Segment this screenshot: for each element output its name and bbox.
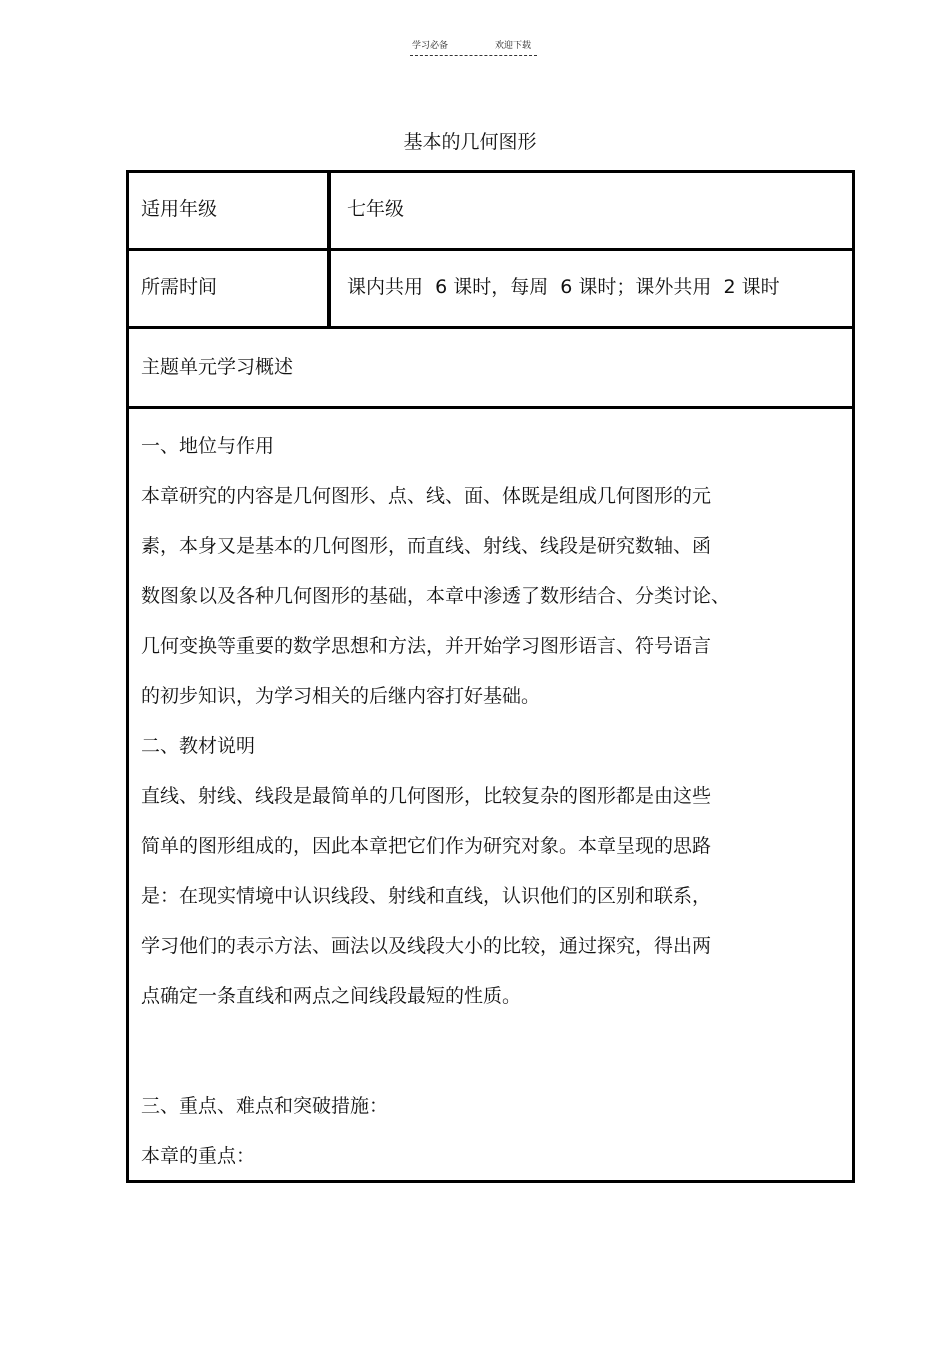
paragraph-line: 简单的图形组成的，因此本章把它们作为研究对象。本章呈现的思路 [141,835,712,857]
paragraph-line: 是：在现实情境中认识线段、射线和直线，认识他们的区别和联系， [141,885,712,907]
time-value: 课内共用 6 课时，每周 6 课时；课外共用 2 课时 [347,276,780,298]
grade-value: 七年级 [347,198,405,220]
time-label: 所需时间 [141,276,218,298]
table-column-divider [327,170,331,328]
paragraph-line: 数图象以及各种几何图形的基础，本章中渗透了数形结合、分类讨论、 [141,585,731,607]
paragraph-line: 本章的重点： [141,1145,256,1167]
paragraph-line: 的初步知识，为学习相关的后继内容打好基础。 [141,685,541,707]
section-heading: 三、重点、难点和突破措施： [141,1095,389,1117]
paragraph-line: 学习他们的表示方法、画法以及线段大小的比较，通过探究，得出两 [141,935,712,957]
table-row-divider [126,326,855,329]
blank-line [141,1033,841,1093]
paragraph-line: 几何变换等重要的数学思想和方法，并开始学习图形语言、符号语言 [141,635,712,657]
document-title: 基本的几何图形 [403,131,537,153]
table-border-right [852,170,855,1183]
section-heading: 二、教材说明 [141,735,256,757]
grade-label: 适用年级 [141,198,218,220]
overview-label: 主题单元学习概述 [141,356,294,378]
paragraph-line: 本章研究的内容是几何图形、点、线、面、体既是组成几何图形的元 [141,485,712,507]
table-border-top [126,170,855,173]
table-row-divider [126,406,855,409]
header-right-text: 欢迎下载 [495,41,532,51]
header-left-text: 学习必备 [412,41,449,51]
section-heading: 一、地位与作用 [141,435,275,457]
paragraph-line: 点确定一条直线和两点之间线段最短的性质。 [141,985,522,1007]
table-row-divider [126,248,855,251]
overview-content [141,433,841,1193]
table-border-left [126,170,129,1183]
paragraph-line: 直线、射线、线段是最简单的几何图形，比较复杂的图形都是由这些 [141,785,712,807]
paragraph-line: 素，本身又是基本的几何图形，而直线、射线、线段是研究数轴、函 [141,535,712,557]
header-dashed-rule [410,55,537,56]
